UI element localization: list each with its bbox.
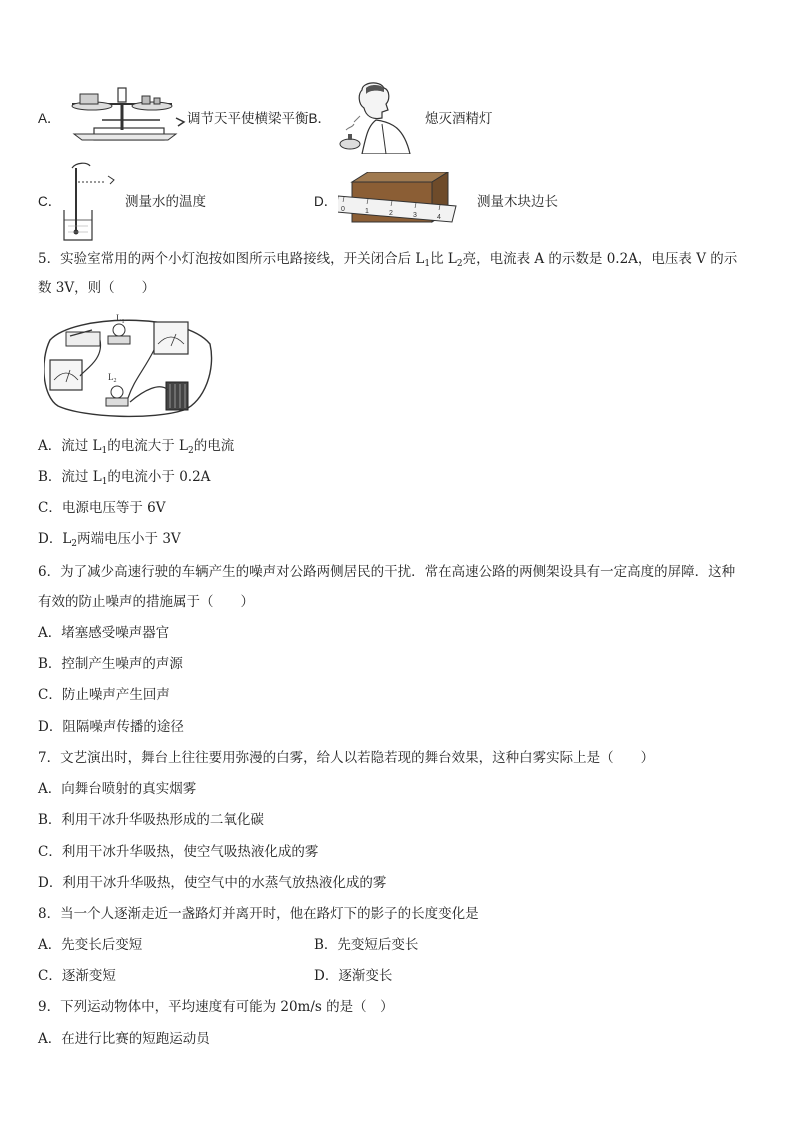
- balance-scale-figure: [64, 86, 186, 144]
- circuit-label-l1: $L_1$: [116, 313, 125, 325]
- q7-option-a: A．向舞台喷射的真实烟雾: [38, 781, 197, 797]
- wood-block-ruler-figure: [338, 172, 462, 232]
- q8-option-b: B．先变短后变长: [314, 937, 419, 953]
- ruler-label-0: 0: [341, 206, 345, 213]
- q4-option-c-letter: C．: [38, 194, 62, 209]
- thermometer-beaker-figure: [62, 162, 124, 242]
- q8-option-c: C．逐渐变短: [38, 968, 116, 984]
- ruler-label-4: 4: [437, 214, 441, 221]
- circuit-label-l2: $L_2$: [108, 372, 117, 384]
- q5-option-d: D．$L_2$两端电压小于 3V: [38, 531, 181, 549]
- q4-option-d-text: 测量木块边长: [477, 194, 558, 210]
- q6-option-d: D．阻隔噪声传播的途径: [38, 719, 184, 735]
- ruler-label-2: 2: [389, 210, 393, 217]
- q6-option-b: B．控制产生噪声的声源: [38, 656, 183, 672]
- q5-stem-line1: 5．实验室常用的两个小灯泡按如图所示电路接线，开关闭合后 $L_1$比 $L_2$亮，电流表 A 的示数是 0.2A，电压表 V 的示: [38, 251, 738, 269]
- q7-option-c: C．利用干冰升华吸热，使空气吸热液化成的雾: [38, 844, 319, 860]
- q8-stem-line1: 8．当一个人逐渐走近一盏路灯并离开时，他在路灯下的影子的长度变化是: [38, 906, 479, 922]
- q8-option-a: A．先变长后变短: [38, 937, 143, 953]
- q8-option-d: D．逐渐变长: [314, 968, 393, 984]
- q4-option-a-text: 调节天平使横梁平衡B．: [187, 111, 332, 127]
- q4-option-b-text: 熄灭酒精灯: [425, 111, 493, 127]
- q7-stem-line1: 7．文艺演出时，舞台上往往要用弥漫的白雾，给人以若隐若现的舞台效果，这种白雾实际上是（ ）: [38, 750, 655, 766]
- q5-option-a: A．流过 $L_1$的电流大于 $L_2$的电流: [38, 438, 235, 456]
- q9-option-a: A．在进行比赛的短跑运动员: [38, 1031, 210, 1047]
- q6-stem-line2: 有效的防止噪声的措施属于（ ）: [38, 594, 254, 610]
- q6-option-c: C．防止噪声产生回声: [38, 687, 170, 703]
- q6-stem-line1: 6．为了减少高速行驶的车辆产生的噪声对公路两侧居民的干扰．常在高速公路的两侧架设具有一定高度的屏障．这种: [38, 564, 736, 580]
- q7-option-b: B．利用干冰升华吸热形成的二氧化碳: [38, 812, 264, 828]
- q9-stem-line1: 9．下列运动物体中，平均速度有可能为 20m/s 的是（ ）: [38, 999, 394, 1015]
- q7-option-d: D．利用干冰升华吸热，使空气中的水蒸气放热液化成的雾: [38, 875, 387, 891]
- circuit-diagram-figure: [44, 310, 216, 420]
- q5-option-b: B．流过 $L_1$的电流小于 0.2A: [38, 469, 211, 487]
- q5-option-c: C．电源电压等于 6V: [38, 500, 166, 516]
- ruler-label-1: 1: [365, 208, 369, 215]
- ruler-label-3: 3: [413, 212, 417, 219]
- q6-option-a: A．堵塞感受噪声器官: [38, 625, 170, 641]
- q4-option-a-letter: A．: [38, 111, 61, 126]
- q5-stem-line2: 数 3V，则（ ）: [38, 280, 156, 296]
- q4-option-d-letter: D．: [314, 194, 338, 209]
- q4-option-c-text: 测量水的温度: [125, 194, 206, 210]
- alcohol-lamp-figure: [332, 82, 422, 154]
